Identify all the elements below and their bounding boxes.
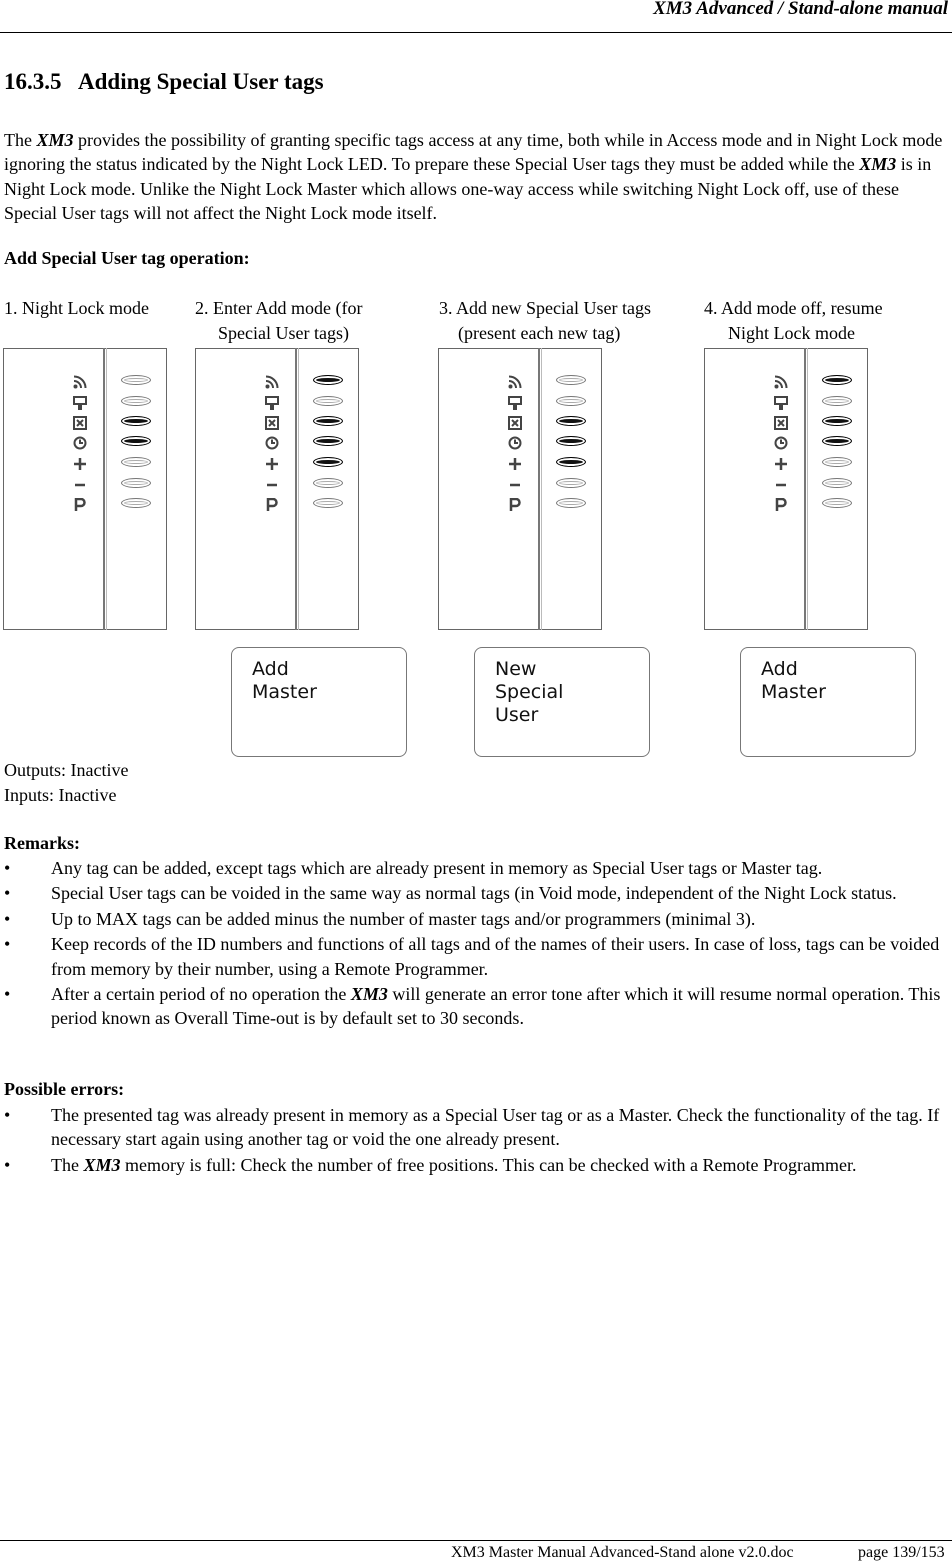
clock-icon <box>774 434 788 448</box>
reader-panel-4 <box>704 348 868 630</box>
minus-icon <box>265 476 279 490</box>
display-screen-step-2 <box>231 647 407 757</box>
led-off <box>556 375 586 385</box>
step-3-caption: 3. Add new Special User tags (present each new tag) <box>439 298 651 343</box>
display-screen-step-3 <box>474 647 650 757</box>
list-item: • Up to MAX tags can be added minus the number of master tags and/or programmers (minimal 3). <box>4 908 756 929</box>
led-off <box>556 478 586 488</box>
clock-icon <box>508 434 522 448</box>
led-off <box>121 457 151 467</box>
display-screen-step-4 <box>740 647 916 757</box>
led-off <box>822 396 852 406</box>
step-2-caption: 2. Enter Add mode (for Special User tags) <box>195 298 363 343</box>
outputs-status: Outputs: Inactive <box>4 760 129 780</box>
tag-icon <box>508 394 522 408</box>
p-icon <box>508 496 522 510</box>
panel-divider-shade <box>106 348 107 630</box>
plus-icon <box>73 455 87 469</box>
plus-icon <box>508 455 522 469</box>
errors-list <box>0 1103 948 1177</box>
panel-divider-shade <box>298 348 299 630</box>
list-item: • The XM3 memory is full: Check the number of free positions. This can be checked with a Remote Programmer. <box>4 1154 857 1175</box>
tag-icon <box>265 394 279 408</box>
led-off <box>822 457 852 467</box>
led-off <box>121 375 151 385</box>
cross-box-icon <box>508 414 522 428</box>
minus-icon <box>774 476 788 490</box>
remarks-list <box>0 856 948 1031</box>
led-on <box>822 436 852 446</box>
led-off <box>121 478 151 488</box>
footer-document-name: XM3 Master Manual Advanced-Stand alone v2.0.doc <box>451 1544 794 1561</box>
signal-icon <box>73 373 87 387</box>
tag-icon <box>73 394 87 408</box>
signal-icon <box>508 373 522 387</box>
clock-icon <box>265 434 279 448</box>
panel-divider <box>538 348 540 630</box>
display-text: Add Master <box>761 658 826 703</box>
section-number: 16.3.5 <box>4 69 62 94</box>
section-title: Adding Special User tags <box>78 69 324 94</box>
list-item: • Special User tags can be voided in the same way as normal tags (in Void mode, independent of the Night Lock status. <box>4 883 897 904</box>
brand-name: XM3 <box>36 130 74 150</box>
minus-icon <box>73 476 87 490</box>
reader-panel-1 <box>3 348 167 630</box>
errors-heading: Possible errors: <box>4 1079 125 1099</box>
operation-heading: Add Special User tag operation: <box>4 248 250 268</box>
list-item: • Keep records of the ID numbers and functions of all tags and of the names of their users. In case of loss, tags can be voided from memory by their number, using a Remote Programmer. <box>4 934 940 979</box>
led-on <box>556 416 586 426</box>
led-off <box>121 396 151 406</box>
led-on <box>556 457 586 467</box>
clock-icon <box>73 434 87 448</box>
brand-name: XM3 <box>83 1154 121 1175</box>
cross-box-icon <box>774 414 788 428</box>
brand-name: XM3 <box>350 984 388 1005</box>
panel-divider-shade <box>807 348 808 630</box>
p-icon <box>73 496 87 510</box>
cross-box-icon <box>73 414 87 428</box>
panel-divider <box>295 348 297 630</box>
inputs-status: Inputs: Inactive <box>4 785 117 805</box>
led-off <box>822 498 852 508</box>
led-on <box>313 375 343 385</box>
led-on <box>313 457 343 467</box>
led-on <box>822 375 852 385</box>
led-on <box>121 416 151 426</box>
list-item: • Any tag can be added, except tags which are already present in memory as Special User tags or Master tag. <box>4 858 823 878</box>
list-item: • The presented tag was already present in memory as a Special User tag or as a Master. Check the functionality of the tag. If necessary start again using another tag or void the one already present. <box>4 1105 940 1150</box>
panel-divider <box>103 348 105 630</box>
led-off <box>313 478 343 488</box>
led-on <box>121 436 151 446</box>
reader-panel-3 <box>438 348 602 630</box>
intro-paragraph: The XM3 provides the possibility of granting specific tags access at any time, both while in Access mode and in Night Lock mode ignoring the status indicated by the Night Lock LED. To prepare these Special User tags they must be added while the XM3 is in Night Lock mode. Unlike the Night Lock Master which allows one-way access while switching Night Lock off, use of these Special User tags will not affect the Night Lock mode itself. <box>4 130 943 223</box>
led-off <box>556 498 586 508</box>
display-text: Add Master <box>252 658 317 703</box>
led-off <box>313 396 343 406</box>
signal-icon <box>265 373 279 387</box>
plus-icon <box>265 455 279 469</box>
tag-icon <box>774 394 788 408</box>
led-off <box>121 498 151 508</box>
cross-box-icon <box>265 414 279 428</box>
led-off <box>822 478 852 488</box>
list-item: • After a certain period of no operation the XM3 will generate an error tone after which it will resume normal operation. This period known as Overall Time-out is by default set to 30 seconds. <box>4 984 941 1029</box>
brand-name: XM3 <box>859 154 897 175</box>
panel-divider <box>804 348 806 630</box>
header-divider <box>0 32 952 33</box>
panel-divider-shade <box>541 348 542 630</box>
signal-icon <box>774 373 788 387</box>
remarks-heading: Remarks: <box>4 833 80 853</box>
minus-icon <box>508 476 522 490</box>
footer-page-number: page 139/153 <box>858 1544 945 1561</box>
footer-divider <box>0 1540 952 1541</box>
reader-panel-2 <box>195 348 359 630</box>
section-heading <box>4 69 324 95</box>
led-off <box>313 498 343 508</box>
led-on <box>313 436 343 446</box>
display-text: New Special User <box>495 658 564 726</box>
p-icon <box>265 496 279 510</box>
led-on <box>822 416 852 426</box>
led-off <box>556 396 586 406</box>
led-on <box>313 416 343 426</box>
step-1-caption: 1. Night Lock mode <box>4 298 149 318</box>
led-on <box>556 436 586 446</box>
header-title: XM3 Advanced / Stand-alone manual <box>653 0 948 19</box>
step-4-caption: 4. Add mode off, resume Night Lock mode <box>704 298 883 343</box>
p-icon <box>774 496 788 510</box>
plus-icon <box>774 455 788 469</box>
